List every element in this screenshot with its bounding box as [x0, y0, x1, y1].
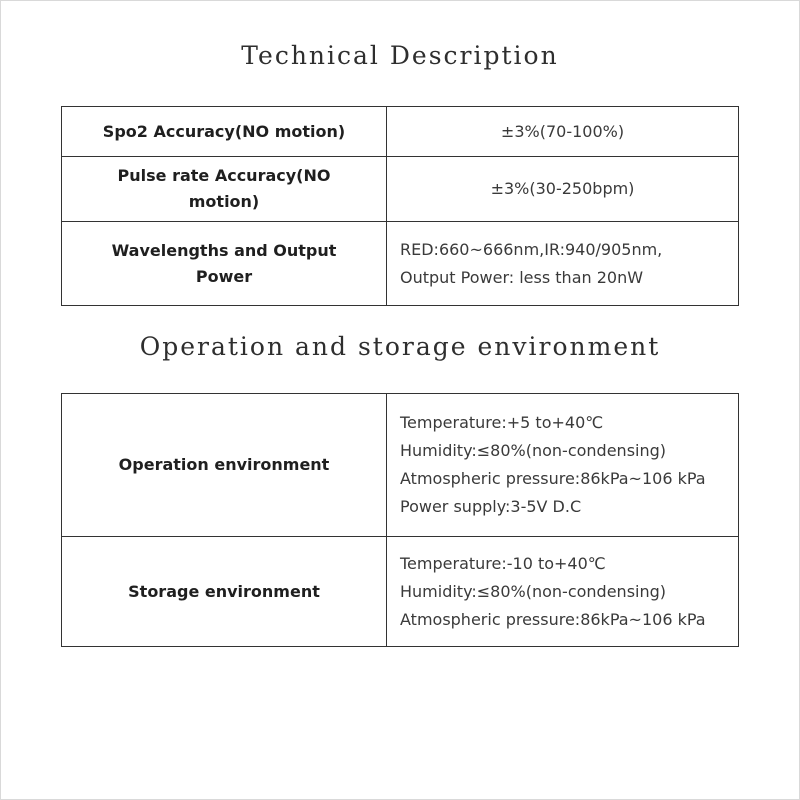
spec-value: [387, 222, 739, 306]
spec-label: Wavelengths and Output Power: [62, 222, 387, 306]
spec-label: Operation environment: [62, 394, 387, 537]
spec-value: [387, 537, 739, 647]
spec-value-line: Atmospheric pressure:86kPa~106 kPa: [400, 609, 706, 629]
section-title-technical: Technical Description: [241, 41, 559, 70]
spec-value-line: Humidity:≤80%(non-condensing): [400, 581, 667, 601]
table-row: [62, 222, 739, 306]
spec-value: [387, 107, 739, 157]
environment-spec-table: [61, 393, 739, 647]
table-row: [62, 157, 739, 222]
spec-value-line: Temperature:-10 to+40℃: [400, 553, 606, 573]
spec-label: Storage environment: [62, 537, 387, 647]
table-row: [62, 107, 739, 157]
technical-spec-table: [61, 106, 739, 306]
spec-value: [387, 394, 739, 537]
spec-value-line: ±3%(70-100%): [500, 121, 625, 141]
spec-value-line: Power supply:3-5V D.C: [400, 497, 582, 516]
spec-value-line: Temperature:+5 to+40℃: [400, 413, 604, 432]
spec-value-line: Atmospheric pressure:86kPa~106 kPa: [400, 469, 706, 488]
table-row: [62, 537, 739, 647]
spec-value-line: RED:660~666nm,IR:940/905nm,: [400, 239, 663, 259]
spec-value-line: Output Power: less than 20nW: [400, 267, 644, 287]
spec-label: Spo2 Accuracy(NO motion): [62, 107, 387, 157]
spec-value: [387, 157, 739, 222]
spec-value-line: Humidity:≤80%(non-condensing): [400, 441, 667, 460]
table-row: [62, 394, 739, 537]
spec-label: Pulse rate Accuracy(NO motion): [62, 157, 387, 222]
section-title-environment: Operation and storage environment: [139, 332, 661, 361]
spec-value-line: ±3%(30-250bpm): [490, 179, 635, 198]
